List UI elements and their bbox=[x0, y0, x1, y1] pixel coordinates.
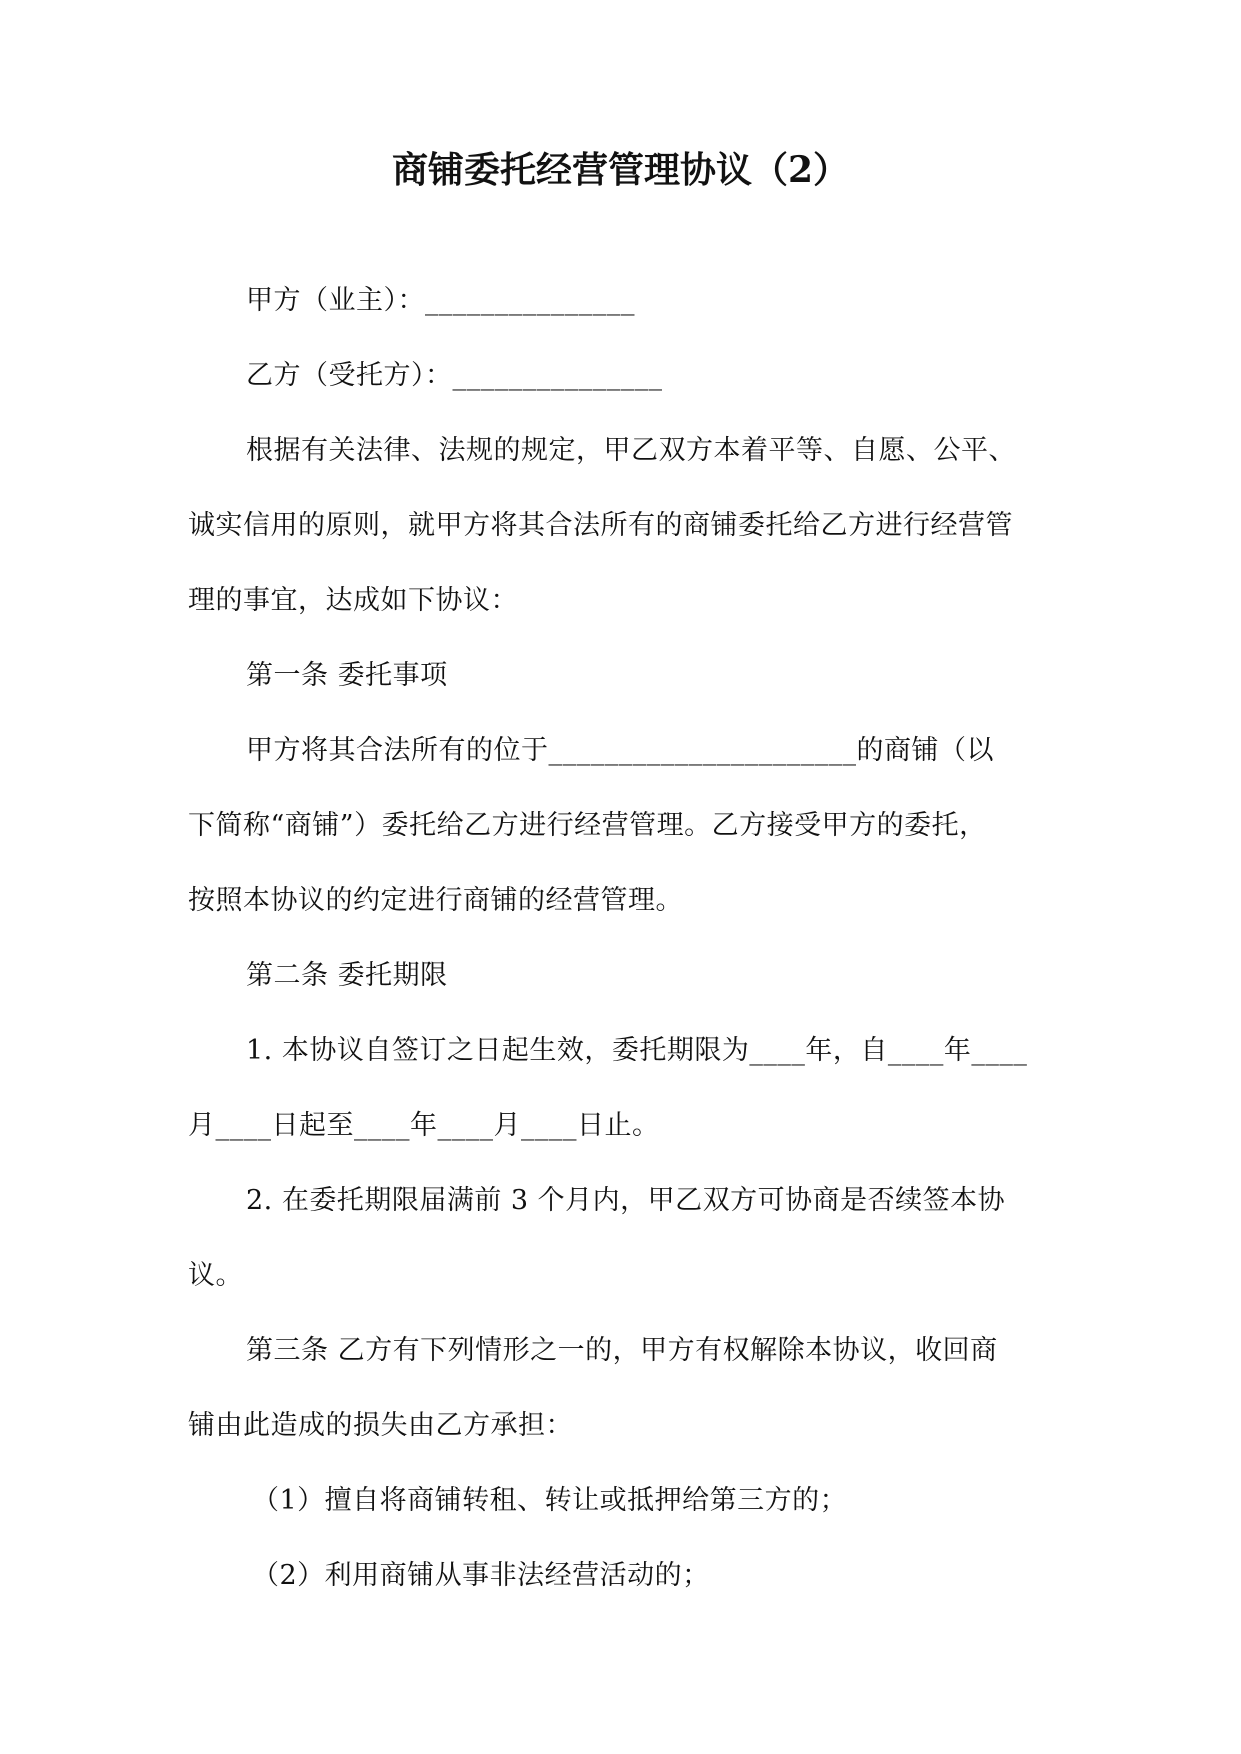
preamble-line-2: 诚实信用的原则，就甲方将其合法所有的商铺委托给乙方进行经营管 bbox=[188, 510, 1013, 541]
party-a-line: 甲方（业主）：_______________ bbox=[246, 285, 635, 316]
article-3-line-1: 第三条 乙方有下列情形之一的，甲方有权解除本协议，收回商 bbox=[246, 1335, 998, 1366]
preamble-line-3: 理的事宜，达成如下协议： bbox=[188, 585, 518, 616]
article-2-heading: 第二条 委托期限 bbox=[246, 960, 448, 991]
article-3-line-2: 铺由此造成的损失由乙方承担： bbox=[188, 1410, 573, 1441]
article-1-line-2: 下简称“商铺”）委托给乙方进行经营管理。乙方接受甲方的委托， bbox=[188, 810, 987, 841]
article-2-clause-2-line-1: 2. 在委托期限届满前 3 个月内，甲乙双方可协商是否续签本协 bbox=[246, 1185, 1006, 1216]
preamble-line-1: 根据有关法律、法规的规定，甲乙双方本着平等、自愿、公平、 bbox=[246, 435, 1016, 466]
article-1-heading: 第一条 委托事项 bbox=[246, 660, 448, 691]
article-3-item-1: （1）擅自将商铺转租、转让或抵押给第三方的； bbox=[252, 1485, 848, 1516]
article-1-line-3: 按照本协议的约定进行商铺的经营管理。 bbox=[188, 885, 683, 916]
article-1-line-1: 甲方将其合法所有的位于______________________的商铺（以 bbox=[246, 735, 994, 766]
article-2-clause-1-line-1: 1. 本协议自签订之日起生效，委托期限为____年，自____年____ bbox=[246, 1035, 1028, 1066]
document-title: 商铺委托经营管理协议（2） bbox=[391, 149, 850, 191]
article-3-item-2: （2）利用商铺从事非法经营活动的； bbox=[252, 1560, 710, 1591]
article-2-clause-1-line-2: 月____日起至____年____月____日止。 bbox=[188, 1110, 660, 1141]
party-b-line: 乙方（受托方）：_______________ bbox=[246, 360, 663, 391]
article-2-clause-2-line-2: 议。 bbox=[188, 1260, 243, 1291]
